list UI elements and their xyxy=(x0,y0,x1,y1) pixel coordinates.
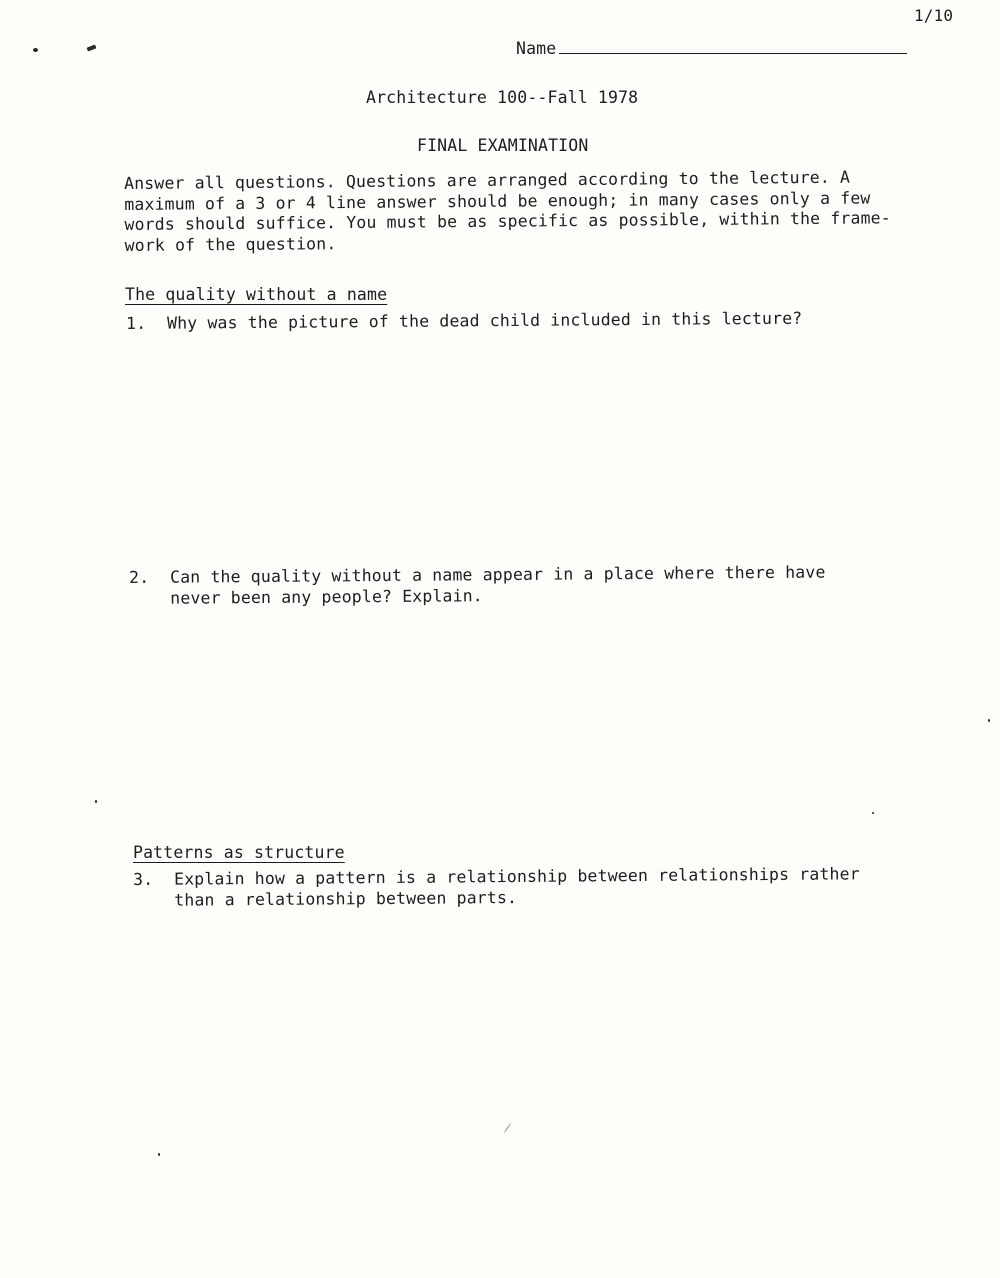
question-number: 3. xyxy=(133,869,154,889)
instructions-line: Answer all questions. Questions are arranged according to the lecture. A xyxy=(124,167,851,193)
page-number: 1/10 xyxy=(914,6,954,25)
instructions-line: maximum of a 3 or 4 line answer should be enough; in many cases only a few xyxy=(124,187,871,214)
scan-speck xyxy=(95,800,97,803)
instructions-paragraph xyxy=(124,167,905,256)
question-text-line: never been any people? Explain. xyxy=(170,586,483,608)
question-1 xyxy=(126,308,802,334)
section-heading-patterns-as-structure: Patterns as structure xyxy=(133,843,345,862)
exam-title: FINAL EXAMINATION xyxy=(417,136,589,155)
question-text-line: than a relationship between parts. xyxy=(174,887,518,910)
instructions-line: words should suffice. You must be as specific as possible, within the frame- xyxy=(124,208,891,234)
question-2 xyxy=(129,562,826,609)
section-heading-quality-without-a-name: The quality without a name xyxy=(125,285,388,304)
question-3 xyxy=(133,863,860,911)
scan-speck xyxy=(872,812,874,814)
scan-speck xyxy=(87,45,97,52)
course-title: Architecture 100--Fall 1978 xyxy=(366,88,639,107)
question-text-line: Why was the picture of the dead child included in this lecture? xyxy=(167,308,803,333)
question-text-line: Explain how a pattern is a relationship between relationships rather xyxy=(174,864,860,889)
name-label: Name xyxy=(516,39,557,58)
name-field-line[interactable] xyxy=(559,53,907,54)
question-number: 1. xyxy=(126,313,147,333)
scan-speck xyxy=(988,719,990,722)
scan-speck xyxy=(504,1123,512,1133)
instructions-line: work of the question. xyxy=(124,233,337,255)
scan-speck xyxy=(33,48,38,52)
scan-speck xyxy=(158,1153,160,1156)
question-text-line: Can the quality without a name appear in a place where there have xyxy=(170,562,826,587)
question-number: 2. xyxy=(129,567,150,587)
